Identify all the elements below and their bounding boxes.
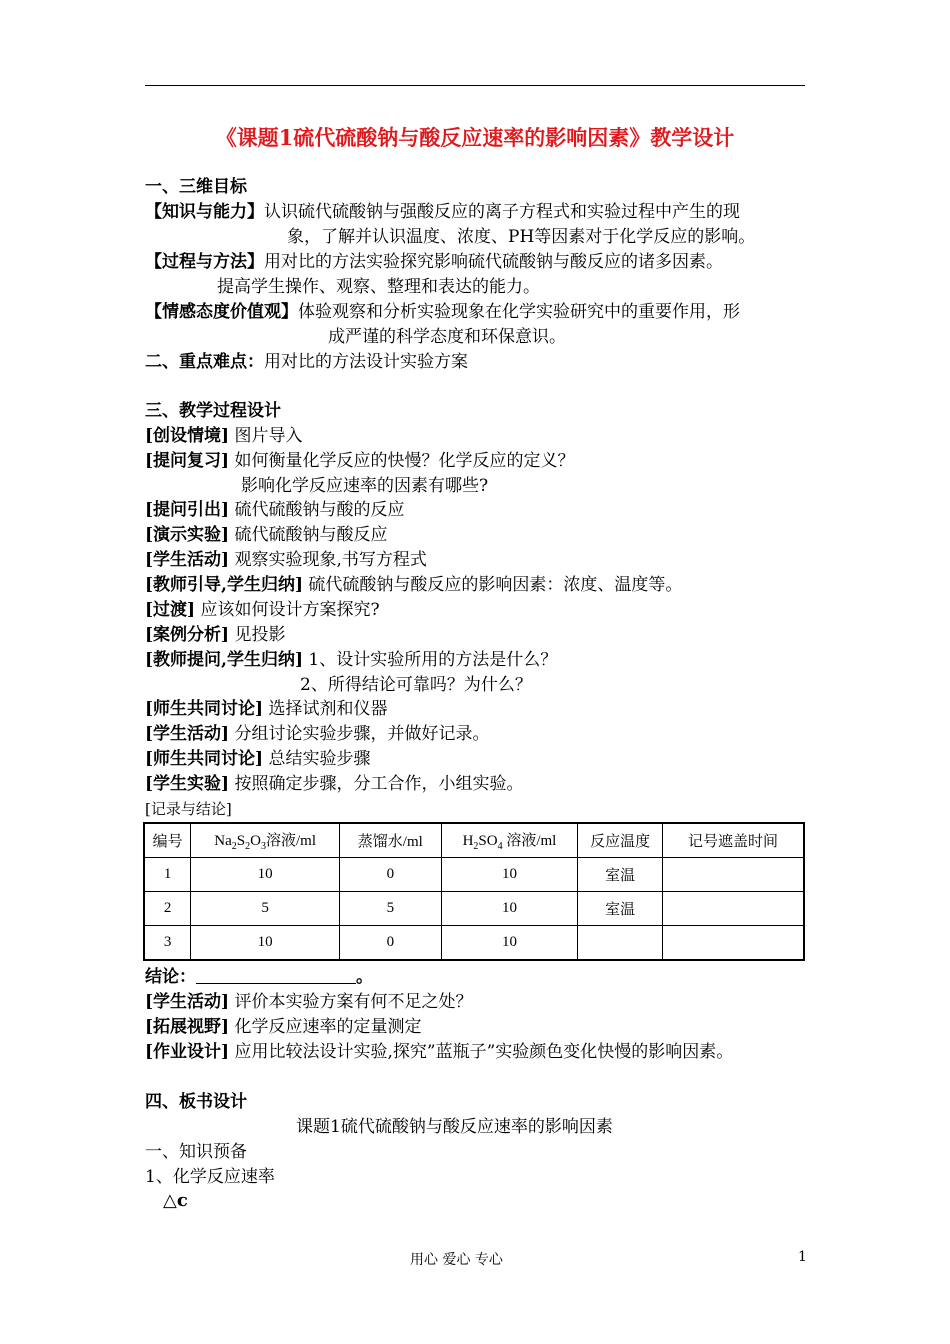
table-header: 记号遮盖时间: [662, 823, 804, 858]
after-text: 应用比较法设计实验,探究”蓝瓶子”实验颜色变化快慢的影响因素。: [229, 1042, 734, 1062]
table-cell: [662, 926, 804, 961]
process-label: [案例分析]: [145, 625, 230, 645]
process-item: [145, 498, 405, 522]
table-cell: 室温: [578, 858, 663, 892]
table-cell: 0: [339, 926, 441, 961]
table-cell: 10: [191, 926, 340, 961]
after-label: [拓展视野]: [145, 1017, 230, 1037]
process-item: [145, 598, 380, 622]
process-label: [提问引出]: [145, 500, 230, 520]
table-header: $H_2SO_4$ 溶液/ml: [441, 823, 578, 858]
after-item: [145, 1015, 422, 1039]
table-header: 反应温度: [578, 823, 663, 858]
process-text: 硫代硫酸钠与酸反应的影响因素：浓度、温度等。: [303, 575, 683, 595]
after-text: 评价本实验方案有何不足之处？: [229, 992, 473, 1012]
section-heading-board: 四、板书设计: [145, 1092, 247, 1112]
goal-emotion-text: 体验观察和分析实验现象在化学实验研究中的重要作用，形: [298, 302, 740, 322]
process-text: 硫代硫酸钠与酸的反应: [229, 500, 405, 520]
experiment-record-table: [143, 822, 805, 961]
footer-motto: 用心 爱心 专心: [410, 1252, 503, 1268]
goal-knowledge: [145, 200, 740, 224]
table-cell: 5: [191, 892, 340, 926]
table-row: [144, 892, 804, 926]
process-text: 图片导入: [229, 426, 303, 446]
process-text: 硫代硫酸钠与酸反应: [229, 525, 388, 545]
key-points: [145, 350, 468, 374]
conclusion-label: 结论：: [145, 967, 196, 987]
header-rule: [145, 85, 805, 86]
document-title: 《课题1硫代硫酸钠与酸反应速率的影响因素》教学设计: [215, 125, 735, 150]
goal-knowledge-cont: 象，了解并认识温度、浓度、PH等因素对于化学反应的影响。: [287, 227, 756, 247]
table-cell: 10: [191, 858, 340, 892]
goal-process-text: 用对比的方法实验探究影响硫代硫酸钠与酸反应的诸多因素。: [264, 252, 723, 272]
process-item: [145, 648, 557, 672]
table-header-row: [144, 823, 804, 858]
table-cell: 10: [441, 926, 578, 961]
board-line: 一、知识预备: [145, 1142, 247, 1162]
table-cell: 2: [144, 892, 191, 926]
table-cell: 10: [441, 892, 578, 926]
process-item: [145, 747, 371, 771]
table-cell: [662, 858, 804, 892]
goal-emotion-label: 【情感态度价值观】: [145, 302, 298, 322]
process-item: [145, 548, 427, 572]
section-heading-goals: 一、三维目标: [145, 177, 247, 197]
table-header: 编号: [144, 823, 191, 858]
process-label: [学生活动]: [145, 550, 230, 570]
process-item: [145, 697, 388, 721]
table-cell: 0: [339, 858, 441, 892]
process-label: [演示实验]: [145, 525, 230, 545]
process-text: 按照确定步骤，分工合作，小组实验。: [229, 774, 524, 794]
process-label: [学生活动]: [145, 724, 230, 744]
process-label: [教师提问,学生归纳]: [145, 650, 304, 670]
goal-process: [145, 250, 723, 274]
process-item: [145, 623, 286, 647]
process-label: [师生共同讨论]: [145, 749, 264, 769]
record-label: [记录与结论]: [145, 800, 232, 818]
goal-knowledge-text: 认识硫代硫酸钠与强酸反应的离子方程式和实验过程中产生的现: [264, 202, 740, 222]
table-cell: 10: [441, 858, 578, 892]
process-label: [师生共同讨论]: [145, 699, 264, 719]
key-points-text: 用对比的方法设计实验方案: [264, 352, 468, 372]
process-item: [145, 523, 388, 547]
process-text: 应该如何设计方案探究?: [195, 600, 380, 620]
table-cell: [662, 892, 804, 926]
goal-emotion: [145, 300, 740, 324]
after-label: [作业设计]: [145, 1042, 230, 1062]
table-cell: 1: [144, 858, 191, 892]
process-item-cont: 2、所得结论可靠吗？为什么？: [300, 675, 532, 695]
process-item: [145, 722, 490, 746]
table-header: $Na_2S_2O_3$溶液/ml: [191, 823, 340, 858]
key-points-heading: 二、重点难点：: [145, 352, 264, 372]
table-cell: [578, 926, 663, 961]
table-row: [144, 858, 804, 892]
process-text: 如何衡量化学反应的快慢？化学反应的定义？: [229, 451, 575, 471]
table-cell: 室温: [578, 892, 663, 926]
process-text: 分组讨论实验步骤，并做好记录。: [229, 724, 490, 744]
table-cell: 5: [339, 892, 441, 926]
process-text: 总结实验步骤: [263, 749, 371, 769]
board-line: 1、化学反应速率: [145, 1167, 275, 1187]
process-item: [145, 449, 575, 473]
process-label: [创设情境]: [145, 426, 230, 446]
process-item-cont: 影响化学反应速率的因素有哪些?: [241, 476, 489, 496]
after-item: [145, 1040, 733, 1064]
process-label: [提问复习]: [145, 451, 230, 471]
process-text: 见投影: [229, 625, 286, 645]
goal-process-label: 【过程与方法】: [145, 252, 264, 272]
conclusion-blank[interactable]: [196, 967, 356, 984]
process-label: [学生实验]: [145, 774, 230, 794]
table-row: [144, 926, 804, 961]
goal-knowledge-label: 【知识与能力】: [145, 202, 264, 222]
process-item: [145, 772, 524, 796]
page-number: 1: [798, 1249, 807, 1265]
after-label: [学生活动]: [145, 992, 230, 1012]
process-text: 1、设计实验所用的方法是什么？: [303, 650, 558, 670]
process-item: [145, 424, 303, 448]
delta-c: △c: [163, 1190, 188, 1211]
after-item: [145, 990, 473, 1014]
process-text: 选择试剂和仪器: [263, 699, 388, 719]
after-text: 化学反应速率的定量测定: [229, 1017, 422, 1037]
board-title: 课题1硫代硫酸钠与酸反应速率的影响因素: [296, 1117, 613, 1137]
process-item: [145, 573, 682, 597]
conclusion-end: 。: [356, 967, 373, 987]
table-header: 蒸馏水/ml: [339, 823, 441, 858]
section-heading-process: 三、教学过程设计: [145, 401, 281, 421]
process-label: [教师引导,学生归纳]: [145, 575, 304, 595]
process-text: 观察实验现象,书写方程式: [229, 550, 427, 570]
goal-emotion-cont: 成严谨的科学态度和环保意识。: [328, 327, 566, 347]
process-label: [过渡]: [145, 600, 196, 620]
conclusion-line: [145, 965, 373, 989]
table-cell: 3: [144, 926, 191, 961]
goal-process-cont: 提高学生操作、观察、整理和表达的能力。: [217, 277, 540, 297]
